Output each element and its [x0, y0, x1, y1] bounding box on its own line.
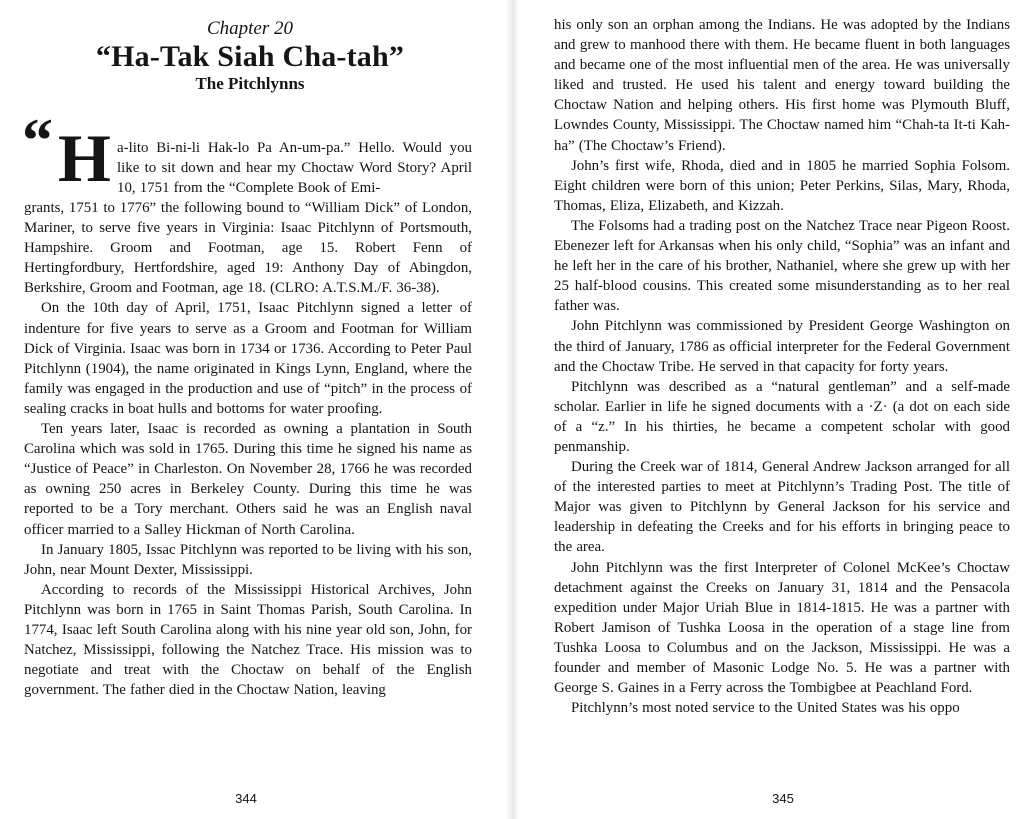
paragraph: In January 1805, Issac Pitchlynn was reported to be living with his son, John, near Mount Dexter, Mississippi.: [24, 541, 472, 578]
paragraph: John Pitchlynn was commissioned by President George Washington on the third of January, 1786 as official interpreter for the Federal Government and the Choctaw Tribe. He served in that capacity for forty years.: [554, 318, 1010, 375]
opening-paragraph: a-lito Bi-ni-li Hak-lo Pa An-um-pa.” Hello. Would you like to sit down and hear my Choctaw Word Story? April 10, 1751 from the “Complete Book of Emi-: [117, 140, 472, 197]
paragraph: During the Creek war of 1814, General Andrew Jackson arranged for all of the interested parties to meet at Pitchlynn’s Trading Post. The title of Major was given to Pitchlynn by General Jackson for his service and leadership in defeating the Creeks and for his efforts in bringing peace to the area.: [554, 459, 1010, 556]
paragraph: John Pitchlynn was the first Interpreter of Colonel McKee’s Choctaw detachment against the Creeks on January 31, 1814 and the Pensacola expedition under Major Uriah Blue in 1814-1815. He was a partner with Robert Jamison of Tushka Loosa in the operation of a stage line from Tushka Loosa to Columbus and on the Jackson, Mississippi. He was a founder and member of Masonic Lodge No. 5. He was a partner with George S. Gaines in a Ferry across the Tombigbee at Peachland Ford.: [554, 559, 1010, 697]
paragraph: Ten years later, Isaac is recorded as owning a plantation in South Carolina which was sold in 1765. During this time he signed his name as “Justice of Peace” in Charleston. On November 28, 1766 he was recorded as owning 250 acres in Berkeley County. During this time he was reported to be a Tory merchant. Others said he was an English naval officer married to a Salley Hickman of North Carolina.: [24, 421, 472, 538]
chapter-subtitle: The Pitchlynns: [195, 74, 305, 93]
dropcap-letter: H: [58, 120, 111, 196]
paragraph: Pitchlynn was described as a “natural gentleman” and a self-made scholar. Earlier in life he signed documents with a ·Z· (a dot on each side of a “z.” In his thirties, he became a competent scholar with good penmanship.: [554, 378, 1010, 455]
page-number-right: 345: [772, 791, 794, 806]
right-page: [512, 0, 1024, 819]
paragraph: his only son an orphan among the Indians. He was adopted by the Indians and grew to manhood there with them. He became fluent in both languages and became one of the most influential men of the area. He was universally liked and trusted. He used his talent and energy toward building the Choctaw Nation and helping others. His first home was Plymouth Bluff, Lowndes County, Mississippi. The Choctaw named him “Chah-ta It-ti Kah-ha” (The Choctaw’s Friend).: [554, 17, 1010, 154]
right-body-text: [554, 15, 1010, 718]
dropcap-quote-mark: “: [22, 107, 49, 175]
page-number-left: 344: [235, 791, 257, 806]
left-body-text: [24, 198, 472, 700]
paragraph: John’s first wife, Rhoda, died and in 1805 he married Sophia Folsom. Eight children were born of this union; Peter Perkins, Silas, Mary, Rhoda, Thomas, Eliza, Elizabeth, and Kizzah.: [554, 157, 1010, 214]
opening-lines: [117, 138, 472, 198]
paragraph: Pitchlynn’s most noted service to the United States was his oppo: [571, 700, 960, 717]
paragraph: On the 10th day of April, 1751, Isaac Pitchlynn signed a letter of indenture for five years to serve as a Groom and Footman for William Dick of Virginia. Isaac was born in 1734 or 1736. According to Peter Paul Pitchlynn (1904), the name originated in Kings Lynn, England, where the family was engaged in the production and use of “pitch” in the process of sealing cracks in boat hulls and bottoms for water proofing.: [24, 300, 472, 417]
paragraph: According to records of the Mississippi Historical Archives, John Pitchlynn was born in 1765 in Saint Thomas Parish, South Carolina. In 1774, Isaac left South Carolina along with his nine year old son, John, for Natchez, Mississippi, following the Natchez Trace. His mission was to negotiate and treat with the Choctaw on behalf of the English government. The father died in the Choctaw Nation, leaving: [24, 581, 472, 699]
paragraph: The Folsoms had a trading post on the Natchez Trace near Pigeon Roost. Ebenezer left for Arkansas when his only child, “Sophia” was an infant and he left her in the care of his brother, Nathaniel, where she grew up with her 25 half-blood cousins. This created some misunderstanding as to her real father was.: [554, 217, 1010, 315]
chapter-label: Chapter 20: [206, 18, 294, 39]
paragraph: grants, 1751 to 1776” the following bound to “William Dick” of London, Mariner, to serve five years in Virginia: Isaac Pitchlynn of Portsmouth, Hampshire. Groom and Footman, age 15. Robert Fenn of Hertingfordbury, Hertfordshire, aged 19: Anthony Day of Abingdon, Berkshire, Groom and Footman, age 18. (CLRO: A.T.S.M./F. 36-38).: [24, 200, 472, 297]
chapter-title: “Ha-Tak Siah Cha-tah”: [95, 40, 405, 73]
